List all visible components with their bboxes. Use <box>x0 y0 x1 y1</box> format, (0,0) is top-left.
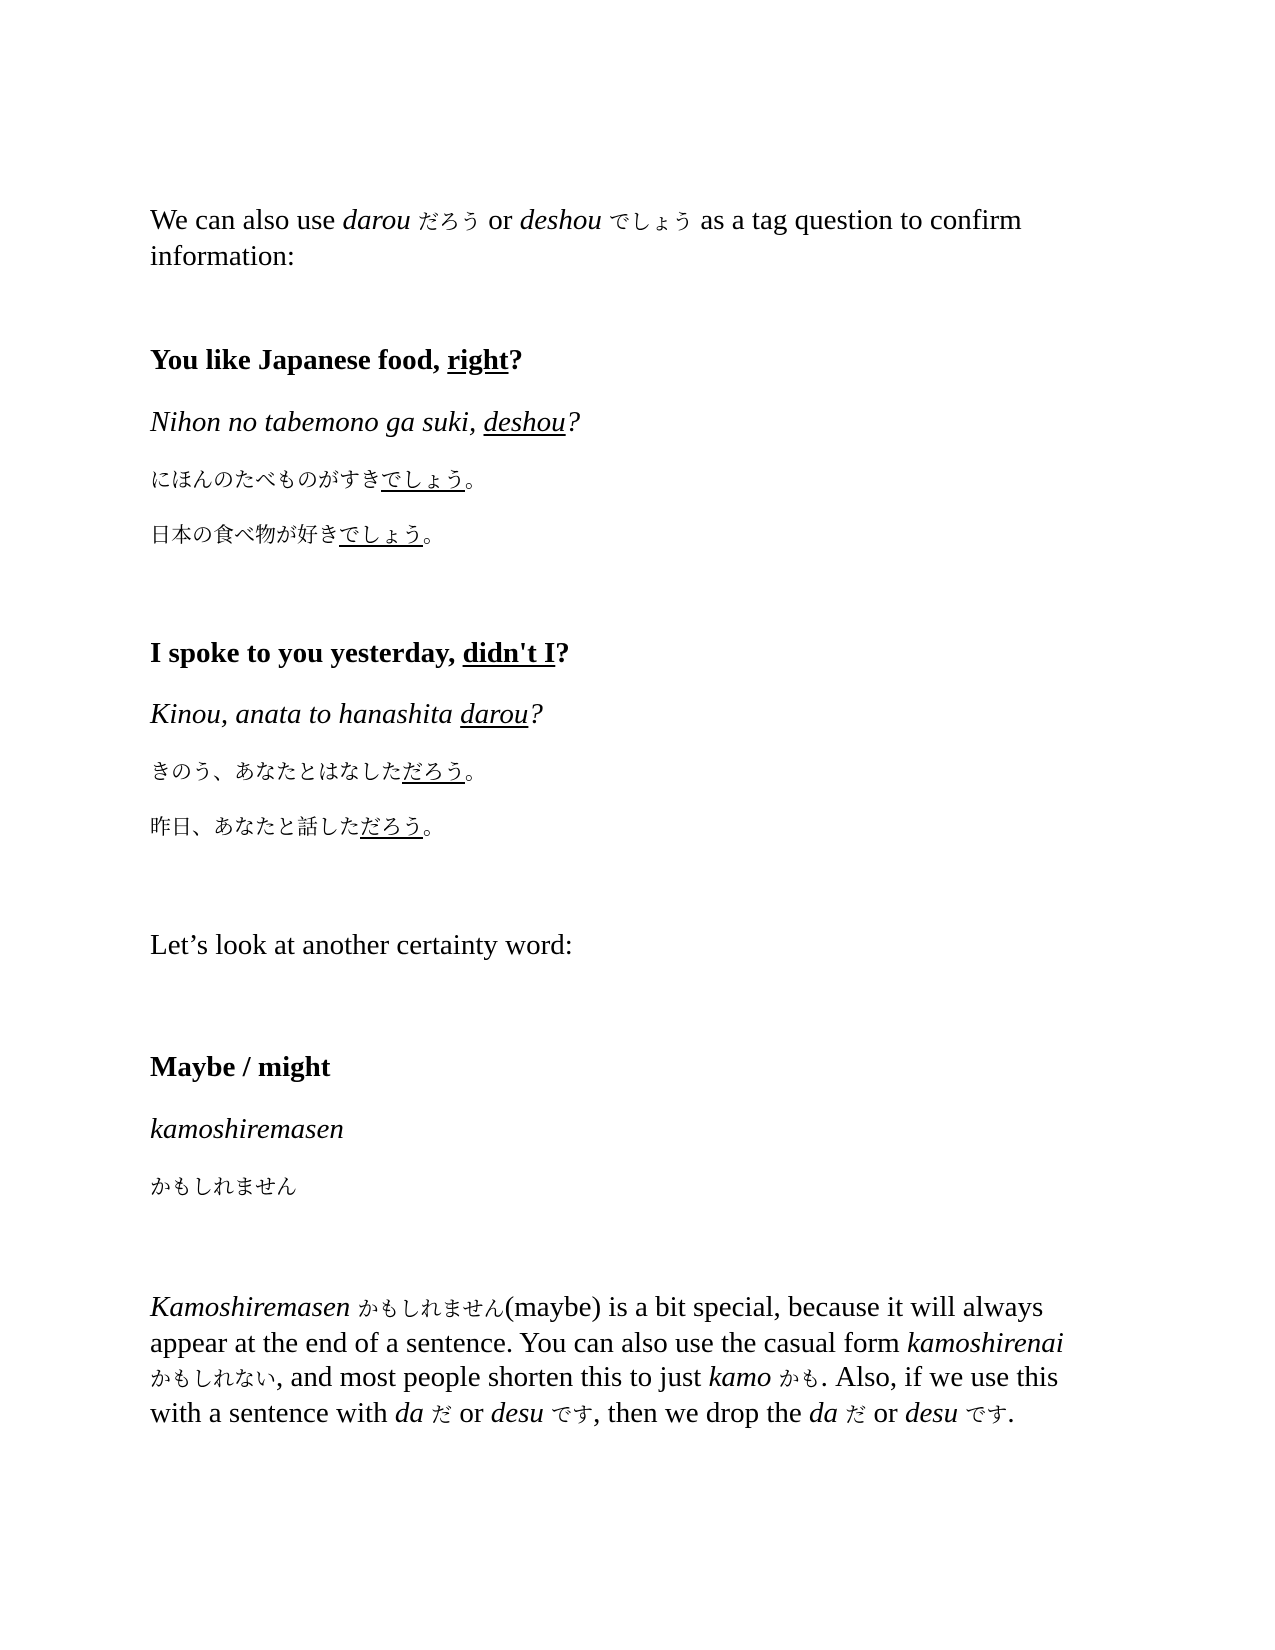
example3-romaji: kamoshiremasen <box>150 1113 344 1145</box>
closing-line-3: かもしれない, and most people shorten this to just kamo かも. Also, if we use this <box>150 1361 1059 1393</box>
example1-kanji-underlined: でしょう <box>339 523 423 547</box>
transition-paragraph: Let’s look at another certainty word: <box>150 929 573 961</box>
intro-paragraph <box>150 203 1125 273</box>
example1-romaji-underlined: deshou <box>483 406 566 438</box>
example1-kana-underlined: でしょう <box>381 468 465 492</box>
example1-kana: にほんのたべものがすきでしょう。 <box>150 468 486 492</box>
intro-line-1: We can also use darou だろう or deshou でしょう as a tag question to confirm <box>150 204 1022 236</box>
example2-heading: I spoke to you yesterday, didn't I? <box>150 637 570 669</box>
example1-heading-underlined: right <box>447 344 509 376</box>
intro-line-2: information: <box>150 240 295 272</box>
example3-heading: Maybe / might <box>150 1051 331 1083</box>
term-deshou: deshou <box>519 204 602 236</box>
term-darou: darou <box>342 204 411 236</box>
jp-deshou: でしょう <box>609 210 694 234</box>
example2-romaji: Kinou, anata to hanashita darou? <box>150 698 543 730</box>
jp-darou: だろう <box>418 210 482 234</box>
example2-romaji-underlined: darou <box>460 698 529 730</box>
closing-line-1: Kamoshiremasen かもしれません(maybe) is a bit special, because it will always <box>150 1291 1044 1323</box>
example1-kanji: 日本の食べ物が好きでしょう。 <box>150 523 444 547</box>
example2-kana-underlined: だろう <box>402 760 465 784</box>
closing-paragraph <box>150 1290 1125 1432</box>
closing-line-2: appear at the end of a sentence. You can also use the casual form kamoshirenai <box>150 1327 1064 1359</box>
example1-romaji: Nihon no tabemono ga suki, deshou? <box>150 406 581 438</box>
example2-kanji: 昨日、あなたと話しただろう。 <box>150 815 444 839</box>
example2-kana: きのう、あなたとはなしただろう。 <box>150 760 486 784</box>
example3-kana: かもしれません <box>150 1175 297 1199</box>
example1-heading: You like Japanese food, right? <box>150 344 524 376</box>
example2-kanji-underlined: だろう <box>360 815 423 839</box>
example2-heading-underlined: didn't I <box>462 637 556 669</box>
closing-line-4: with a sentence with da だ or desu です, then we drop the da だ or desu です. <box>150 1397 1015 1429</box>
